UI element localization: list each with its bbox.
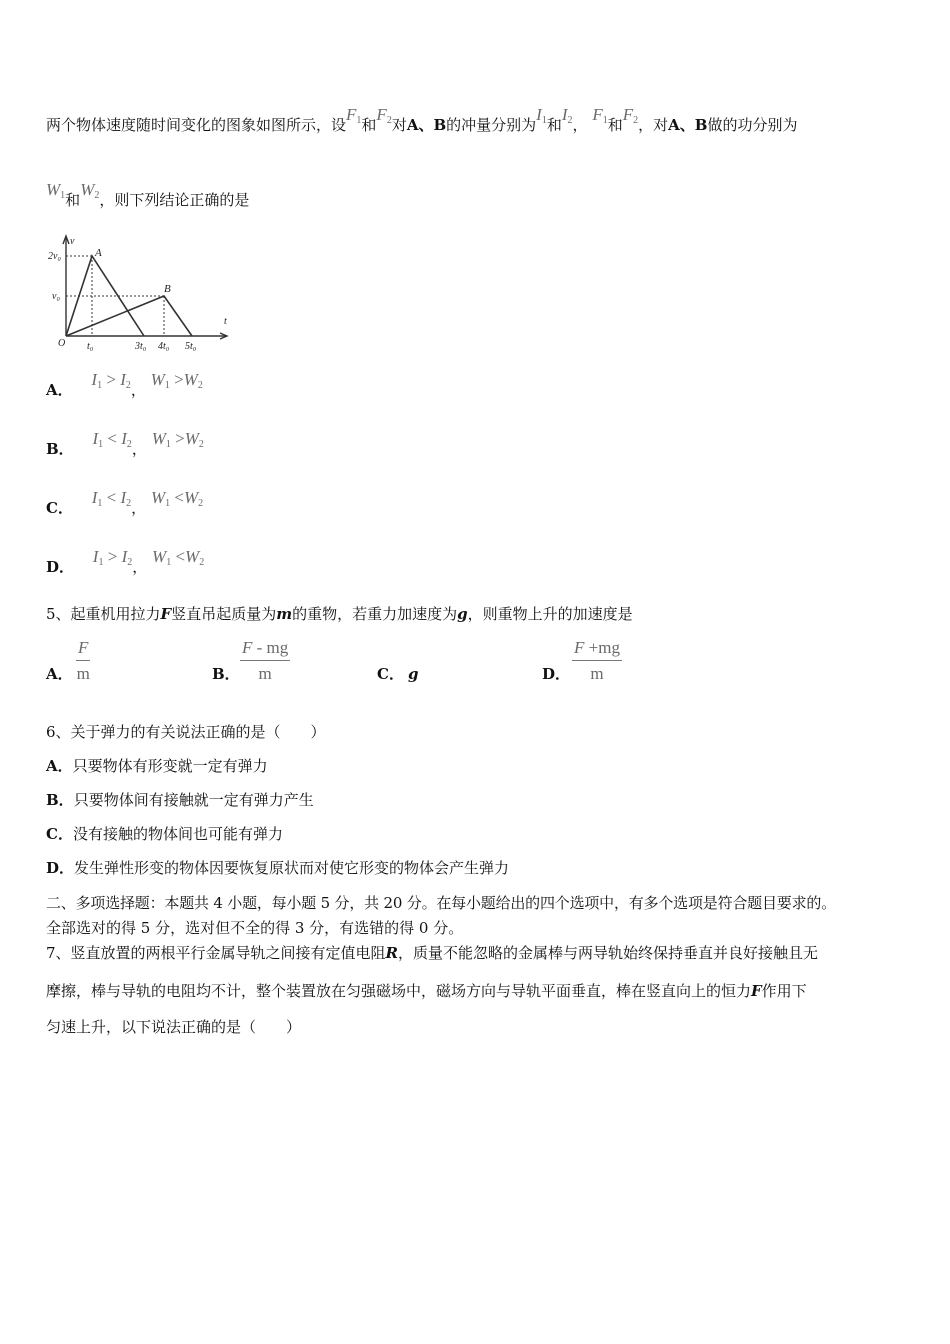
q4-option-a[interactable]: A． $I_1 > I_2$， $W_1 >W_2$ (46, 370, 203, 399)
q5-option-b-fraction: $\frac{F - mg}{m}$ (242, 638, 289, 683)
option-label: B． (46, 440, 74, 458)
ab-label: A、B (668, 116, 708, 134)
section2-line-1: 二、多项选择题：本题共 4 小题，每小题 5 分，共 20 分。在每小题给出的四个选项中，有多个选项是符合题目要求的。 (46, 894, 836, 912)
q5-option-d-fraction: $\frac{F +mg}{m}$ (574, 638, 620, 683)
and-text: 和 (65, 191, 81, 209)
q5-stem: 5、起重机用拉力F竖直吊起质量为m的重物，若重力加速度为g，则重物上升的加速度是 (46, 605, 633, 623)
option-math-w: $W_1 >W_2$ (151, 429, 204, 450)
origin-label: O (58, 338, 66, 349)
math-I1: $I_1$ (536, 105, 547, 126)
q7-line-1: 7、竖直放置的两根平行金属导轨之间接有定值电阻R，质量不能忽略的金属棒与两导轨始终保持垂直并良好接触且无 (46, 944, 819, 962)
option-math-w: $W_1 >W_2$ (150, 370, 203, 391)
option-label: D． (46, 558, 75, 576)
option-math: $I_1 > I_2$ (91, 370, 131, 391)
and-text: 和 (607, 116, 623, 134)
text: 对 (391, 116, 407, 134)
v-axis-label: v (70, 236, 75, 247)
line-b (66, 296, 192, 336)
x-tick-t0: t₀ (87, 341, 94, 352)
text: 做的功分别为 (707, 116, 798, 134)
line-a (66, 256, 144, 336)
math-I2: $I_2$ (561, 105, 573, 126)
text: ，对 (638, 116, 669, 134)
text: 的冲量分别为 (446, 116, 537, 134)
y-tick-2v0: 2v₀ (48, 251, 61, 262)
section2-line-2: 全部选对的得 5 分，选对但不全的得 3 分，有选错的得 0 分。 (46, 919, 464, 937)
q5-option-a-fraction: $\frac{F}{m}$ (76, 638, 90, 683)
comma: ， (572, 116, 588, 134)
option-label: C． (46, 499, 73, 517)
option-math-w: $W_1 <W_2$ (152, 547, 205, 568)
point-a-label: A (95, 247, 102, 259)
math-F1: $F_1$ (346, 105, 362, 126)
ab-label: A、B (406, 116, 447, 134)
q5-option-d[interactable]: D． (542, 665, 571, 683)
t-axis-label: t (224, 316, 227, 327)
x-tick-5t0: 5t₀ (185, 341, 197, 352)
math-F2: $F_2$ (376, 105, 392, 126)
option-math-w: $W_1 <W_2$ (150, 488, 204, 509)
intro-line-1 (46, 105, 798, 141)
q7-line-3: 匀速上升，以下说法正确的是（ ） (46, 1018, 302, 1036)
q4-option-b[interactable]: B． $I_1 < I_2$， $W_1 >W_2$ (46, 429, 204, 458)
q6-option-a[interactable]: A．只要物体有形变就一定有弹力 (46, 757, 268, 775)
and-text: 和 (546, 116, 562, 134)
q6-option-b[interactable]: B．只要物体间有接触就一定有弹力产生 (46, 791, 314, 809)
option-math: $I_1 < I_2$ (91, 488, 132, 509)
q5-option-b[interactable]: B． (212, 665, 240, 683)
q6-stem: 6、关于弹力的有关说法正确的是（ ） (46, 723, 326, 741)
q6-option-d[interactable]: D．发生弹性形变的物体因要恢复原状而对使它形变的物体会产生弹力 (46, 859, 510, 877)
q6-option-c[interactable]: C．没有接触的物体间也可能有弹力 (46, 825, 283, 843)
point-b-label: B (164, 283, 171, 295)
math-W2: $W_2$ (80, 180, 100, 201)
intro-line-2 (46, 180, 250, 216)
y-tick-v0: v₀ (52, 291, 60, 302)
q5-option-c[interactable]: C． g (377, 665, 419, 683)
text: ，则下列结论正确的是 (99, 191, 250, 209)
q4-option-d[interactable]: D． $I_1 > I_2$， $W_1 <W_2$ (46, 547, 205, 576)
q7-line-2: 摩擦，棒与导轨的电阻均不计，整个装置放在匀强磁场中，磁场方向与导轨平面垂直，棒在竖直向上的恒力F作用下 (46, 982, 807, 1000)
option-math: $I_1 < I_2$ (92, 429, 132, 450)
x-tick-3t0: 3t₀ (135, 341, 147, 352)
math-F2b: $F_2$ (622, 105, 639, 126)
q4-option-c[interactable]: C． $I_1 < I_2$， $W_1 <W_2$ (46, 488, 204, 517)
q5-option-a[interactable]: A． (46, 665, 73, 683)
and-text: 和 (361, 116, 377, 134)
option-math: $I_1 > I_2$ (92, 547, 133, 568)
x-tick-4t0: 4t₀ (158, 341, 170, 352)
math-F1b: $F_1$ (592, 105, 608, 126)
math-W1: $W_1$ (46, 180, 66, 201)
velocity-time-graph (46, 228, 246, 353)
intro-text: 两个物体速度随时间变化的图象如图所示，设 (46, 116, 347, 134)
option-label: A． (46, 381, 73, 399)
